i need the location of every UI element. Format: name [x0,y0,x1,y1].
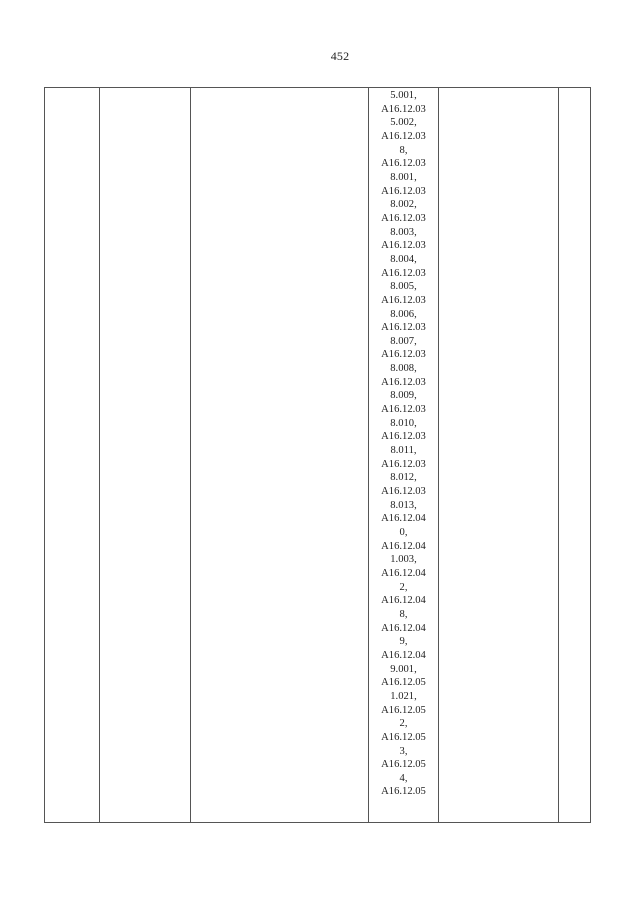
code-line: 3, [399,745,408,757]
code-line: 1.021, [390,690,417,702]
code-line: A16.12.03 [381,376,426,388]
code-line: 1.003, [390,554,417,566]
code-line: A16.12.05 [381,786,426,798]
code-line: A16.12.05 [381,731,426,743]
code-line: A16.12.03 [381,322,426,334]
code-line: 5.002, [390,117,417,129]
code-line: 8.008, [390,363,417,375]
code-line: A16.12.04 [381,595,426,607]
code-line: A16.12.03 [381,185,426,197]
code-line: 4, [399,772,408,784]
code-line: 8.005, [390,281,417,293]
code-line: A16.12.03 [381,349,426,361]
code-line: A16.12.03 [381,431,426,443]
column-divider-2 [190,88,191,822]
code-line: 8, [399,608,408,620]
column-divider-1 [99,88,100,822]
code-line: 8.013, [390,499,417,511]
code-line: 8.004, [390,253,417,265]
code-line: 8.011, [390,445,417,457]
code-line: A16.12.03 [381,158,426,170]
code-line: A16.12.03 [381,486,426,498]
code-line: 8.002, [390,199,417,211]
service-codes-cell [369,89,438,799]
code-line: A16.12.03 [381,130,426,142]
code-line: A16.12.03 [381,458,426,470]
code-line: 8, [399,144,408,156]
code-line: A16.12.03 [381,103,426,115]
code-line: 9, [399,636,408,648]
code-line: 8.007, [390,335,417,347]
code-line: 9.001, [390,663,417,675]
code-line: 2, [399,718,408,730]
code-line: 5.001, [390,90,417,101]
code-line: 2, [399,581,408,593]
code-line: A16.12.04 [381,649,426,661]
column-divider-4 [438,88,439,822]
code-line: A16.12.03 [381,212,426,224]
code-line: A16.12.04 [381,567,426,579]
code-line: A16.12.05 [381,704,426,716]
code-line: A16.12.04 [381,540,426,552]
code-line: 8.010, [390,417,417,429]
code-line: 8.006, [390,308,417,320]
code-line: 0, [399,527,408,538]
code-line: A16.12.03 [381,404,426,416]
table [44,87,591,823]
code-line: 8.012, [390,472,417,484]
code-line: A16.12.04 [381,513,426,525]
code-line: A16.12.03 [381,267,426,279]
column-divider-5 [558,88,559,822]
code-line: A16.12.03 [381,294,426,306]
code-line: 8.003, [390,226,417,238]
code-line: 8.001, [390,171,417,183]
page-number: 452 [330,49,350,63]
code-line: 8.009, [390,390,417,402]
code-line: A16.12.05 [381,759,426,771]
code-line: A16.12.05 [381,677,426,689]
code-line: A16.12.04 [381,622,426,634]
code-line: A16.12.03 [381,240,426,252]
